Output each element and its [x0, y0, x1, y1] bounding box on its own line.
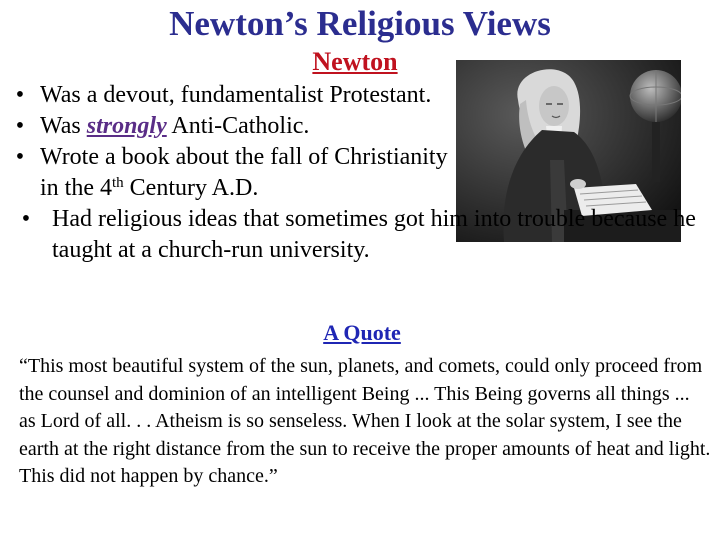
bullet-text-after: Anti-Catholic. — [166, 113, 310, 139]
bullet-text: Was a devout, fundamentalist Protestant. — [40, 82, 432, 108]
bullet-text-after: Century A.D. — [123, 175, 259, 201]
bullet-item-anti-catholic — [8, 111, 470, 142]
emphasis-text: strongly — [86, 113, 167, 139]
bullet-glyph: • — [15, 113, 25, 139]
bullet-item-protestant — [8, 80, 470, 111]
bullet-glyph: • — [15, 82, 25, 108]
quote-heading: A Quote — [323, 320, 401, 345]
bullet-item-trouble — [14, 204, 708, 266]
superscript: th — [112, 175, 124, 191]
bullet-list — [8, 80, 708, 266]
bullet-glyph: • — [15, 144, 25, 170]
bullet-glyph: • — [21, 206, 31, 232]
bullet-item-book — [8, 142, 470, 204]
quote-text: “This most beautiful system of the sun, planets, and comets, could only proceed from the counsel and dominion of an intelligent Being ... This Being governs all things ... as Lord of all. . . Atheism is so senseless. When I look at the solar system, I see the earth at the right distance from the sun to receive the proper amounts of heat and light. This did not happen by chance.” — [19, 355, 711, 487]
slide-title: Newton’s Religious Views — [169, 4, 551, 43]
section-heading-newton: Newton — [312, 47, 398, 76]
bullet-text-before: Wrote a book about the fall of Christianity in the 4 — [40, 144, 448, 201]
bullet-text: Had religious ideas that sometimes got him into trouble because he taught at a church-run university. — [52, 206, 696, 263]
bullet-text-before: Was — [40, 113, 87, 139]
